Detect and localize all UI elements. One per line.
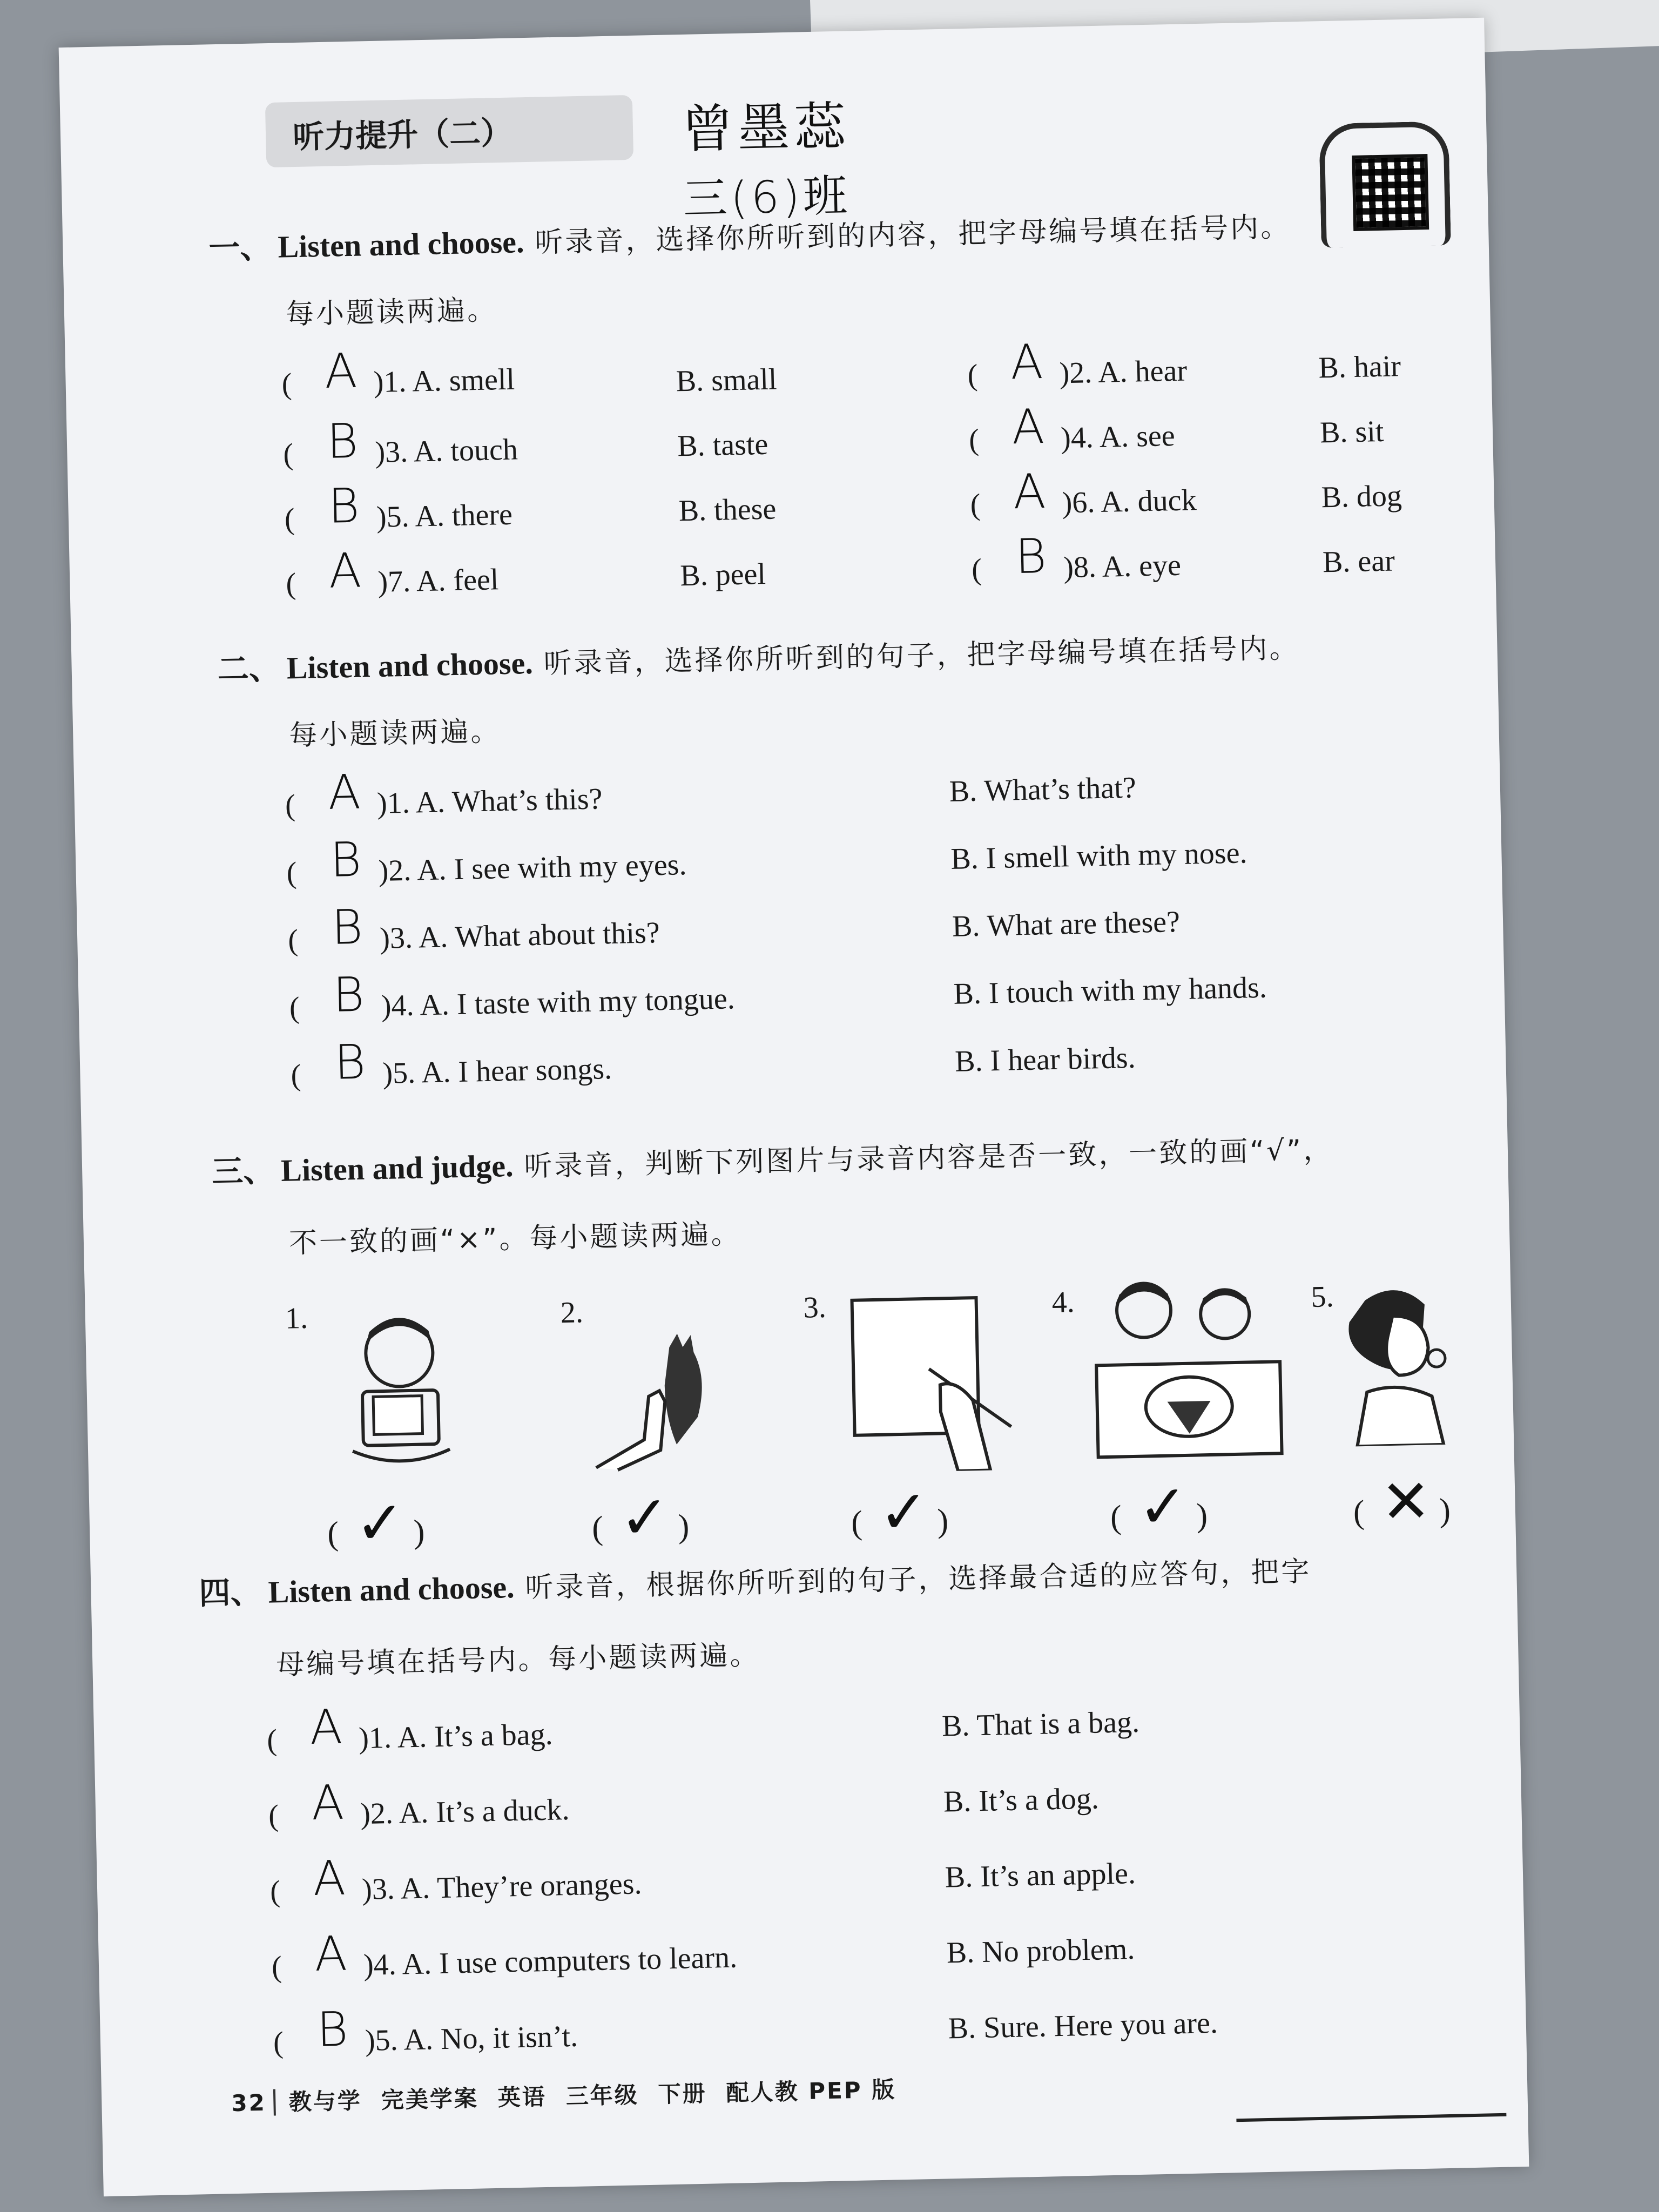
handwritten-answer: A (1011, 399, 1045, 455)
girl-smelling-flower-picture (1332, 1282, 1465, 1447)
section-instruction: 每小题读两遍。 (285, 294, 498, 331)
option-a: )5. A. No, it isn’t. (365, 2019, 578, 2058)
option-b: B. taste (677, 427, 768, 463)
answer-box: ( ✓ ) (327, 1488, 426, 1559)
option-b: B. What are these? (952, 905, 1181, 943)
section-title-en: Listen and choose. (267, 1569, 515, 1610)
answer-box: ( ✓ ) (851, 1476, 949, 1547)
section-number: 三、 (211, 1152, 275, 1190)
handwritten-answer: A (327, 764, 361, 820)
option-a: )5. A. there (376, 497, 513, 534)
footer-book: 教与学 (288, 2087, 362, 2115)
handwritten-answer: B (331, 899, 363, 955)
question-item: ( A )2. A. hear (967, 334, 1188, 392)
student-class: 三(6)班 (682, 170, 851, 225)
answer-box: ( ✓ ) (591, 1482, 690, 1553)
option-a: )6. A. duck (1062, 483, 1197, 520)
option-b: B. dog (1320, 479, 1402, 515)
question-item: ( B )4. A. I taste with my tongue. (289, 966, 736, 1025)
option-b: B. No problem. (946, 1932, 1135, 1970)
option-a: )1. A. smell (373, 362, 515, 399)
option-b: B. these (678, 492, 777, 528)
handwritten-answer: B (326, 413, 359, 469)
handwritten-answer: A (1013, 463, 1047, 520)
title-text: 听力提升（二） (292, 114, 512, 156)
section-title-cn: 听录音，选择你所听到的句子，把字母编号填在括号内。 (543, 632, 1300, 680)
page-footer (231, 2072, 916, 2119)
handwritten-answer: A (1010, 334, 1044, 390)
option-b: B. ear (1322, 544, 1395, 579)
question-item: ( B )3. A. What about this? (287, 899, 660, 957)
option-b: B. Sure. Here you are. (948, 2006, 1218, 2046)
section-title-cn: 听录音，根据你所听到的句子，选择最合适的应答句，把字 (524, 1555, 1312, 1604)
option-b: B. peel (679, 557, 766, 593)
option-a: )5. A. I hear songs. (382, 1052, 612, 1090)
handwritten-answer: B (1014, 528, 1047, 585)
picture-number: 1. (285, 1301, 308, 1336)
section-title-cn: 听录音，判断下列图片与录音内容是否一致，一致的画“√”， (523, 1134, 1334, 1183)
handwritten-answer: B (332, 966, 365, 1023)
worksheet-page (59, 18, 1529, 2196)
section-3-heading (211, 1123, 1334, 1191)
option-a: )1. A. It’s a bag. (358, 1717, 554, 1756)
option-b: B. I smell with my nose. (950, 836, 1248, 876)
option-b: B. I touch with my hands. (953, 970, 1267, 1011)
picture-number: 2. (560, 1296, 584, 1330)
question-item: ( A )4. A. I use computers to learn. (271, 1925, 738, 1984)
handwritten-answer: A (309, 1698, 343, 1756)
option-a: )1. A. What’s this? (376, 782, 603, 821)
footer-edition: 配人教 PEP 版 (726, 2076, 896, 2107)
handwritten-answer: B (327, 477, 360, 534)
boy-reading-picture (328, 1309, 472, 1473)
option-a: )3. A. What about this? (379, 916, 660, 955)
page-number: 32 (231, 2089, 276, 2116)
section-instruction: 母编号填在括号内。每小题读两遍。 (275, 1638, 760, 1682)
check-mark-icon: ✓ (878, 1476, 929, 1547)
option-b: B. hair (1318, 349, 1401, 385)
page-title (265, 95, 633, 167)
option-b: B. small (676, 362, 778, 399)
option-a: )2. A. It’s a duck. (360, 1792, 570, 1831)
section-instruction: 不一致的画“×”。每小题读两遍。 (288, 1218, 741, 1260)
question-item: ( B )5. A. No, it isn’t. (273, 2001, 578, 2060)
option-a: )2. A. hear (1059, 354, 1188, 390)
section-instruction: 每小题读两遍。 (288, 715, 501, 752)
option-b: B. sit (1319, 414, 1384, 450)
children-painting-picture (1084, 1275, 1293, 1463)
section-title-en: Listen and judge. (280, 1148, 514, 1188)
option-a: )4. A. I taste with my tongue. (381, 982, 736, 1023)
section-title-en: Listen and choose. (277, 224, 525, 265)
student-name: 曾墨蕊 (680, 96, 851, 160)
question-item: ( B )5. A. there (284, 477, 513, 536)
handwritten-answer: B (316, 2001, 349, 2058)
hand-drawing-picture (846, 1291, 1023, 1473)
answer-box: ( ✕ ) (1353, 1466, 1451, 1537)
handwritten-answer: A (324, 342, 358, 399)
question-item: ( B )5. A. I hear songs. (290, 1034, 612, 1092)
option-b: B. I hear birds. (954, 1041, 1136, 1078)
handwritten-answer: A (314, 1925, 348, 1982)
option-a: )7. A. feel (377, 563, 499, 599)
section-title-en: Listen and choose. (286, 645, 534, 686)
footer-rule (1236, 2113, 1506, 2122)
section-2-heading (217, 621, 1300, 689)
answer-box: ( ✓ ) (1110, 1471, 1208, 1542)
option-a: )3. A. touch (374, 433, 518, 469)
option-b: B. That is a bag. (941, 1705, 1140, 1743)
option-a: )3. A. They’re oranges. (361, 1867, 643, 1907)
section-number: 四、 (198, 1573, 262, 1612)
check-mark-icon: ✓ (619, 1482, 671, 1553)
handwritten-answer: B (334, 1034, 366, 1090)
picture-number: 4. (1051, 1285, 1075, 1320)
picture-number: 5. (1310, 1280, 1334, 1314)
option-b: B. What’s that? (949, 771, 1137, 808)
handwritten-answer: A (328, 542, 362, 599)
footer-series: 完美学案 (381, 2085, 479, 2114)
section-number: 一、 (208, 228, 272, 267)
check-mark-icon: ✓ (1137, 1471, 1189, 1542)
question-item: ( A )2. A. It’s a duck. (268, 1774, 570, 1833)
footer-volume: 下册 (658, 2080, 707, 2108)
check-mark-icon: ✓ (354, 1488, 406, 1559)
question-item: ( A )7. A. feel (285, 542, 499, 601)
question-item: ( B )3. A. touch (282, 413, 518, 471)
handwritten-answer: B (329, 831, 362, 888)
option-b: B. It’s a dog. (943, 1782, 1100, 1819)
cross-mark-icon: ✕ (1380, 1466, 1432, 1537)
option-b: B. It’s an apple. (945, 1857, 1136, 1894)
section-title-cn: 听录音，选择你所听到的内容，把字母编号填在括号内。 (534, 211, 1291, 259)
handwritten-answer: A (312, 1850, 346, 1906)
handwritten-answer: A (311, 1774, 345, 1831)
footer-subject: 英语 (497, 2083, 547, 2111)
question-item: ( B )8. A. eye (971, 528, 1182, 586)
picture-number: 3. (803, 1290, 827, 1325)
option-a: )2. A. I see with my eyes. (378, 848, 687, 888)
question-item: ( A )1. A. smell (281, 342, 515, 401)
qr-code-icon (1352, 154, 1429, 231)
question-item: ( A )1. A. It’s a bag. (266, 1698, 554, 1757)
question-item: ( B )2. A. I see with my eyes. (286, 831, 687, 890)
option-a: )4. A. see (1060, 419, 1176, 455)
hand-touching-cat-picture (583, 1330, 726, 1473)
section-number: 二、 (217, 649, 281, 688)
question-item: ( A )4. A. see (968, 399, 1176, 457)
question-item: ( A )3. A. They’re oranges. (269, 1850, 643, 1908)
question-item: ( A )6. A. duck (970, 463, 1197, 522)
question-item: ( A )1. A. What’s this? (285, 764, 603, 822)
footer-grade: 三年级 (565, 2081, 639, 2110)
option-a: )8. A. eye (1063, 548, 1182, 585)
option-a: )4. A. I use computers to learn. (363, 1940, 738, 1982)
